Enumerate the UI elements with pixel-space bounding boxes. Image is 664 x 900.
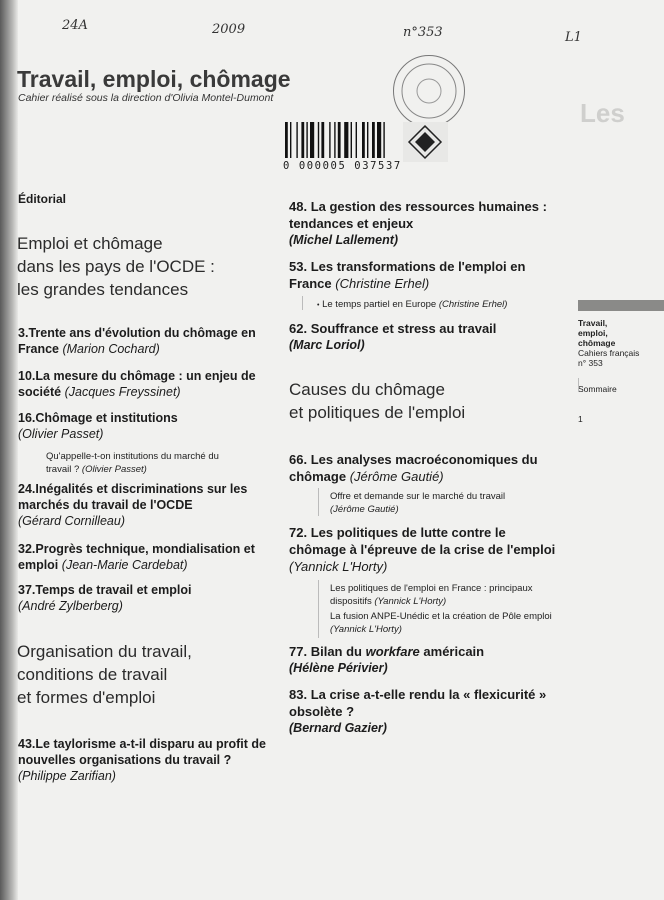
barcode-number: 0 000005 037537 (283, 160, 402, 172)
toc-entry[interactable] (18, 368, 263, 400)
divider (318, 488, 319, 516)
title-part: américain (419, 644, 485, 659)
title-part: Bilan du (310, 644, 366, 659)
article-author: (Michel Lallement) (289, 233, 399, 247)
article-title: La gestion des ressources humaines : tendances et enjeux (289, 199, 547, 231)
theme-line: dans les pays de l'OCDE : (17, 257, 215, 276)
article-author: (Philippe Zarifian) (18, 769, 116, 783)
toc-entry[interactable] (18, 541, 263, 573)
handwritten-note: L1 (565, 30, 582, 45)
article-title: Le taylorisme a-t-il disparu au profit de nouvelles organisations du travail ? (18, 737, 266, 767)
article-author: (Jacques Freyssinet) (64, 385, 181, 399)
theme-line: conditions de travail (17, 665, 168, 684)
article-author: (Marion Cochard) (62, 342, 160, 356)
subentry-author: (Olivier Passet) (81, 464, 147, 475)
page-number: 43. (18, 737, 36, 751)
toc-entry[interactable] (18, 481, 268, 529)
handwritten-note: n°353 (403, 25, 443, 40)
page-number: 77. (289, 644, 308, 659)
article-title: La crise a-t-elle rendu la « flexicurité » obsolète ? (289, 687, 547, 719)
toc-entry[interactable] (18, 410, 263, 442)
sidebar-issue: n° 353 (578, 358, 603, 368)
theme-heading-1 (17, 232, 215, 301)
sidebar-line: Travail, (578, 318, 608, 328)
editorial-label: Éditorial (18, 192, 67, 206)
article-title: Souffrance et stress au travail (310, 321, 497, 336)
article-title: Les politiques de lutte contre le chômage à l'épreuve de la crise de l'emploi (289, 525, 556, 557)
toc-entry[interactable] (18, 325, 263, 357)
article-title: Trente ans d'évolution du chômage en France (18, 326, 256, 356)
article-title: Chômage et institutions (35, 411, 178, 425)
page-number: 53. (289, 259, 308, 274)
page-number: 48. (289, 199, 308, 214)
subentry-author: (Yannick L'Horty) (374, 596, 447, 607)
article-title (311, 644, 484, 659)
sidebar-page-number: 1 (578, 414, 583, 424)
sidebar-section: Sommaire (578, 384, 617, 394)
toc-entry[interactable] (289, 198, 559, 248)
theme-line: les grandes tendances (17, 280, 189, 299)
toc-entry[interactable] (18, 582, 263, 614)
article-author: (Christine Erhel) (335, 276, 430, 291)
toc-entry[interactable] (289, 686, 559, 736)
library-stamp (393, 55, 465, 127)
article-author: (André Zylberberg) (18, 599, 123, 613)
divider (578, 378, 579, 392)
subentry-title: Offre et demande sur le marché du travail (330, 491, 506, 502)
page-number: 83. (289, 687, 308, 702)
article-title: La mesure du chômage : un enjeu de société (18, 369, 256, 399)
toc-entry[interactable] (289, 451, 559, 485)
toc-entry[interactable] (289, 524, 559, 575)
subentry-title: Le temps partiel en Europe (322, 299, 437, 310)
article-author: (Marc Loriol) (289, 338, 365, 352)
article-author: (Jérôme Gautié) (349, 469, 444, 484)
page-number: 37. (18, 583, 36, 597)
article-title: Inégalités et discriminations sur les marchés du travail de l'OCDE (18, 482, 248, 512)
sidebar-publication: Cahiers français (578, 348, 640, 358)
page-number: 24. (18, 482, 36, 496)
toc-entry[interactable] (289, 320, 559, 353)
theme-line: et politiques de l'emploi (289, 403, 466, 422)
page-subtitle: Cahier réalisé sous la direction d'Olivia Montel-Dumont (18, 92, 274, 104)
theme-line: Emploi et chômage (17, 234, 163, 253)
toc-subentry[interactable] (330, 490, 560, 516)
sidebar-bar (578, 300, 664, 311)
page-title: Travail, emploi, chômage (17, 66, 291, 92)
theme-line: Causes du chômage (289, 380, 445, 399)
article-title: Les transformations de l'emploi en France (289, 259, 526, 291)
article-author: (Olivier Passet) (18, 427, 104, 441)
sidebar-line: emploi, (578, 328, 608, 338)
bullet-icon: • (317, 302, 320, 309)
bleed-through-text: Les (580, 98, 625, 128)
handwritten-note: 2009 (212, 22, 246, 37)
barcode (283, 122, 448, 176)
article-title: Progrès technique, mondialisation et emploi (18, 542, 255, 572)
article-author: (Bernard Gazier) (289, 721, 387, 735)
page-number: 72. (289, 525, 308, 540)
title-emphasis: workfare (365, 644, 420, 659)
page-number: 10. (18, 369, 36, 383)
article-title: Les analyses macroéconomiques du chômage (289, 452, 538, 484)
article-author: (Jean-Marie Cardebat) (61, 558, 188, 572)
theme-heading-3 (289, 378, 465, 424)
toc-entry[interactable] (289, 643, 559, 676)
article-author: (Gérard Cornilleau) (18, 514, 125, 528)
page-number: 62. (289, 321, 308, 336)
article-title: Temps de travail et emploi (35, 583, 192, 597)
handwritten-note: 24A (62, 18, 88, 33)
subentry-author: (Jérôme Gautié) (330, 504, 399, 515)
theme-line: et formes d'emploi (17, 688, 156, 707)
toc-subentry[interactable] (330, 610, 560, 636)
page-number: 16. (18, 411, 36, 425)
toc-subentry[interactable] (317, 298, 557, 312)
subentry-title: Les politiques de l'emploi en France : principaux dispositifs (330, 583, 533, 607)
divider (318, 580, 319, 638)
scan-shadow (0, 0, 18, 900)
sidebar-info (578, 318, 639, 424)
article-author: (Hélène Périvier) (289, 661, 388, 675)
divider (302, 296, 303, 310)
toc-subentry[interactable] (330, 582, 560, 608)
subentry-title: La fusion ANPE-Unédic et la création de Pôle emploi (330, 611, 552, 622)
page-number: 32. (18, 542, 36, 556)
subentry-author: (Christine Erhel) (438, 299, 508, 310)
page-number: 3. (18, 326, 29, 340)
subentry-author: (Yannick L'Horty) (330, 624, 402, 635)
subentry-title: Qu'appelle-t-on institutions du marché du travail ? (46, 451, 219, 475)
toc-entry[interactable] (18, 736, 268, 784)
page-number: 66. (289, 452, 308, 467)
sidebar-line: chômage (578, 338, 616, 348)
theme-line: Organisation du travail, (17, 642, 192, 661)
theme-heading-2 (17, 640, 192, 709)
article-author: (Yannick L'Horty) (289, 559, 388, 574)
toc-entry[interactable] (289, 258, 559, 292)
toc-subentry[interactable] (46, 450, 246, 476)
